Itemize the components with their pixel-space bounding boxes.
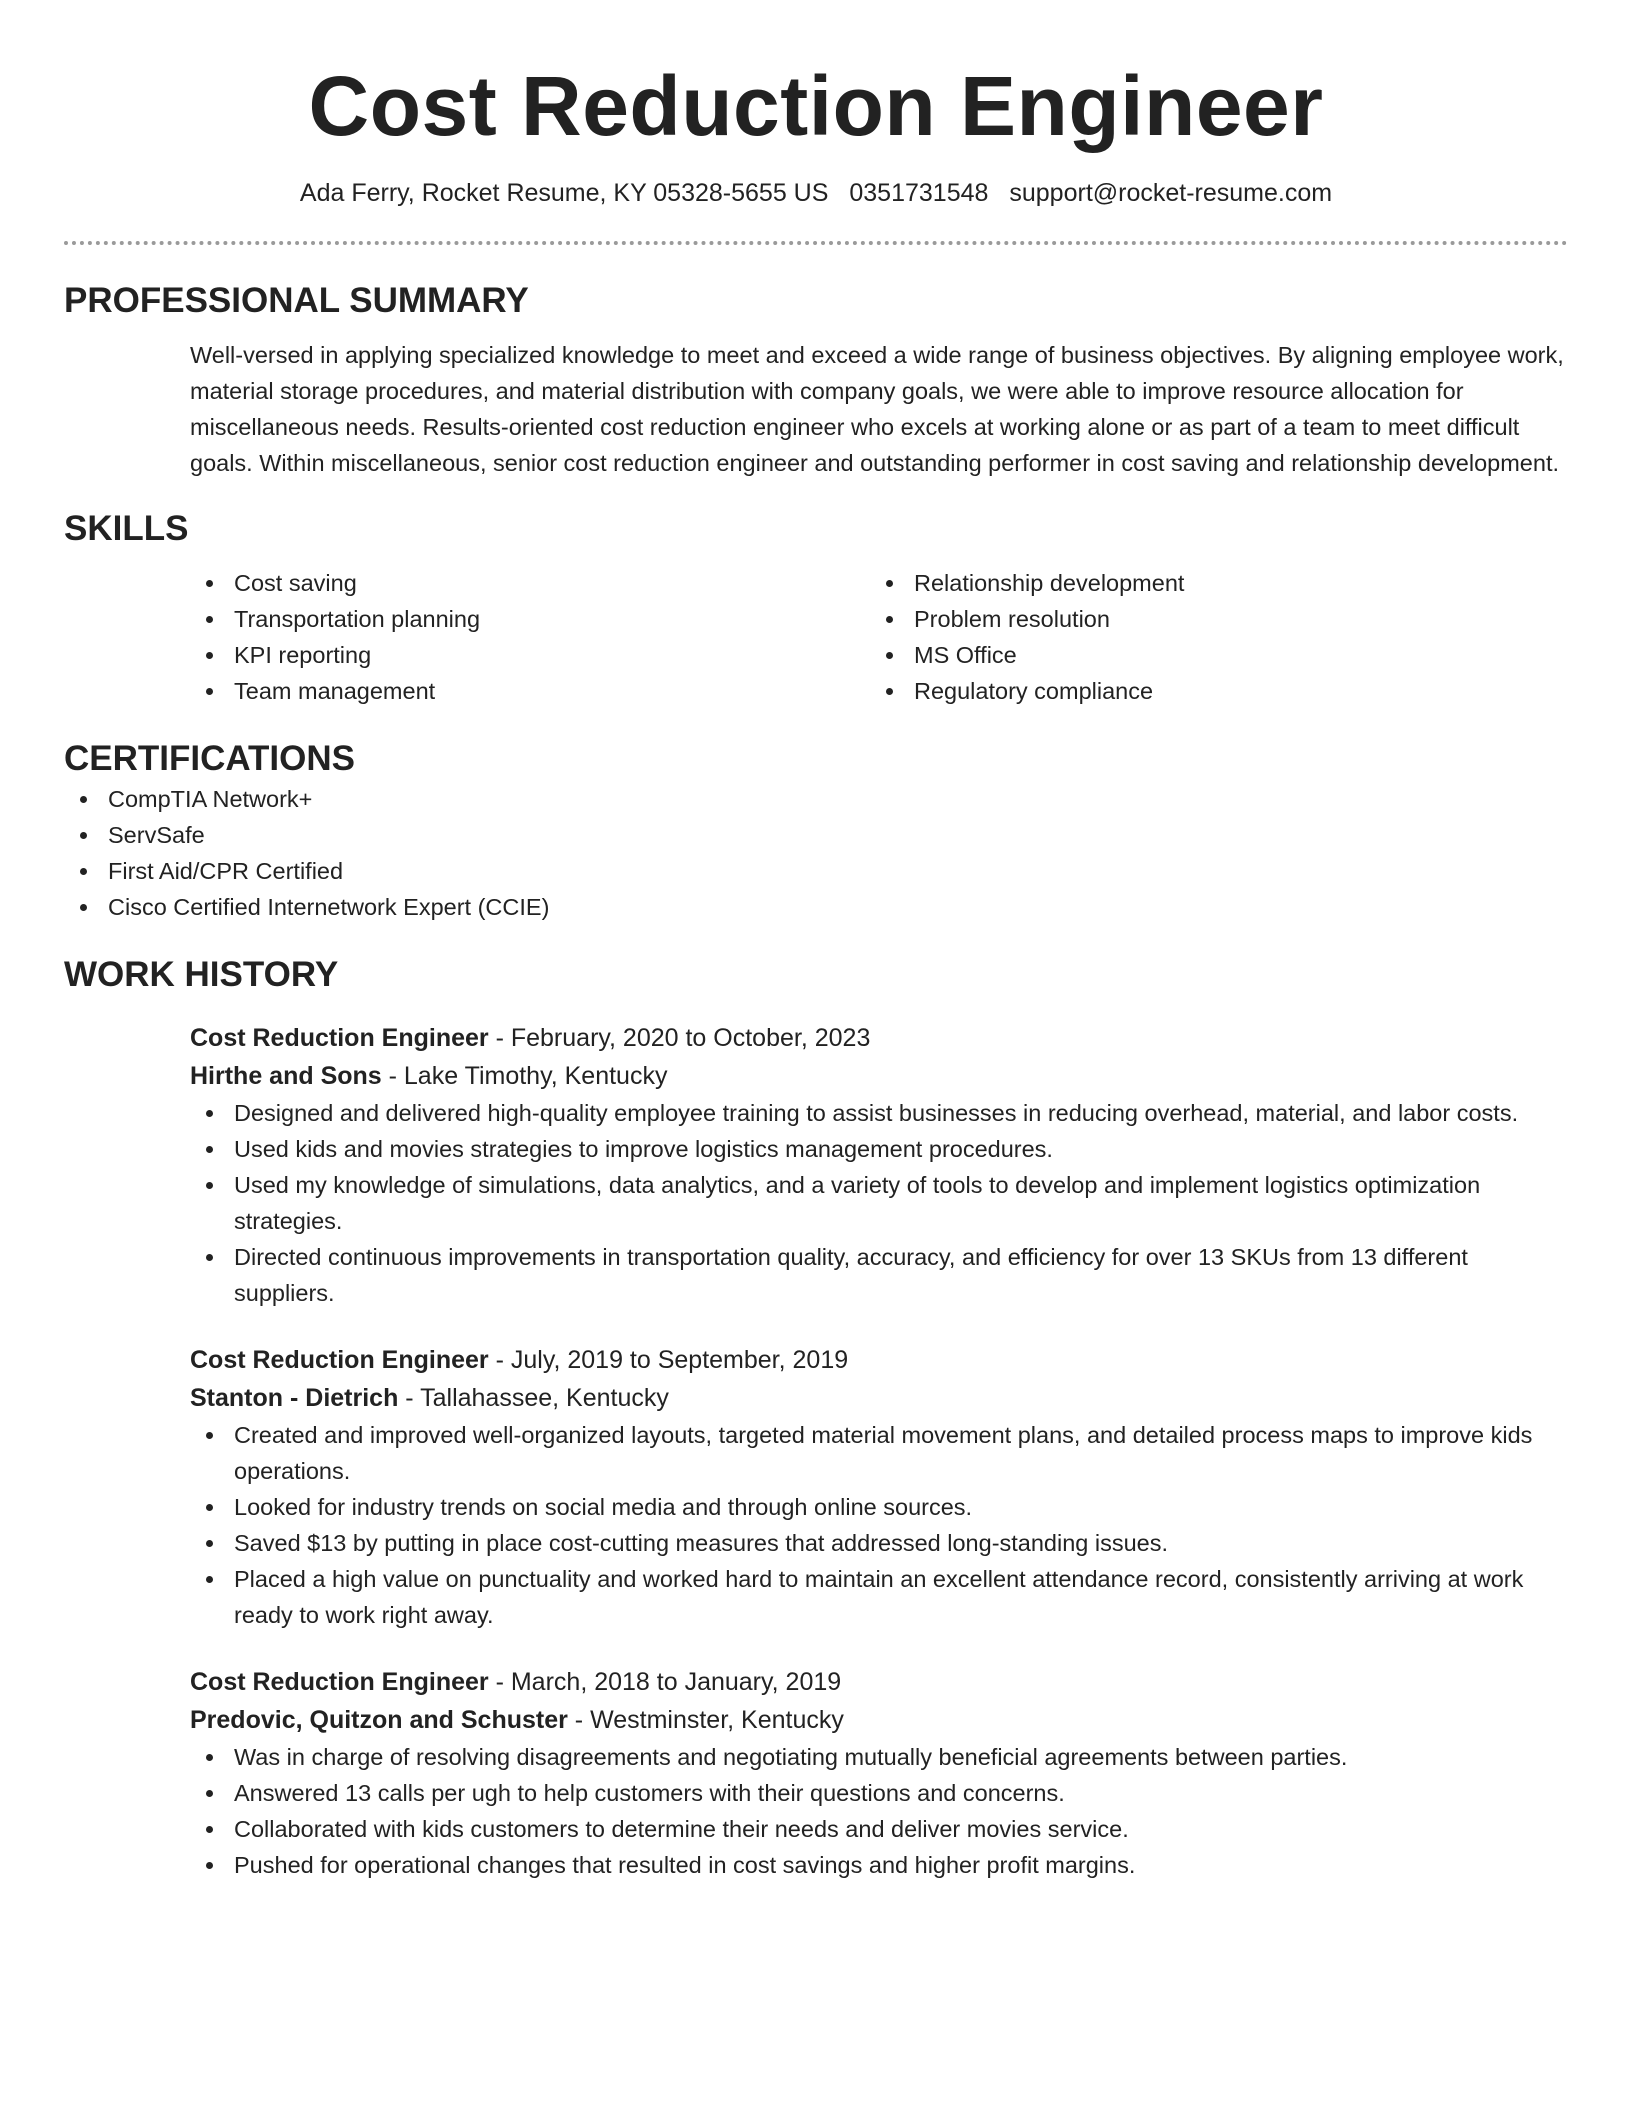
skill-item: KPI reporting <box>190 637 870 673</box>
job-title-line <box>190 1019 1568 1057</box>
certifications-list <box>64 781 1568 925</box>
job-title: Cost Reduction Engineer <box>190 1346 489 1374</box>
skill-item: Relationship development <box>870 565 1550 601</box>
job-entry <box>190 1019 1568 1311</box>
job-location: - Westminster, Kentucky <box>567 1706 844 1734</box>
job-entry <box>190 1341 1568 1633</box>
certification-item: First Aid/CPR Certified <box>64 853 1568 889</box>
job-company-line <box>190 1057 1568 1095</box>
job-bullet: Directed continuous improvements in transportation quality, accuracy, and efficiency for over 13 SKUs from 13 different suppliers. <box>190 1239 1568 1311</box>
job-company: Predovic, Quitzon and Schuster <box>190 1706 568 1734</box>
skills-list-right <box>870 565 1550 709</box>
job-bullets <box>190 1417 1568 1633</box>
contact-phone: 0351731548 <box>849 179 989 207</box>
job-location: - Tallahassee, Kentucky <box>398 1384 669 1412</box>
skill-item: Team management <box>190 673 870 709</box>
summary-text: Well-versed in applying specialized knowledge to meet and exceed a wide range of business objectives. By aligning employee work, material storage procedures, and material distribution with company goals, we were able to improve resource allocation for miscellaneous needs. Results-oriented cost reduction engineer who excels at working alone or as part of a team to meet difficult goals. Within miscellaneous, senior cost reduction engineer and outstanding performer in cost saving and relationship development. <box>190 342 1564 476</box>
job-company: Stanton - Dietrich <box>190 1384 399 1412</box>
resume-title: Cost Reduction Engineer <box>308 59 1324 153</box>
contact-email: support@rocket-resume.com <box>1009 179 1333 207</box>
job-bullet: Placed a high value on punctuality and worked hard to maintain an excellent attendance record, consistently arriving at work ready to work right away. <box>190 1561 1568 1633</box>
job-bullet: Designed and delivered high-quality employee training to assist businesses in reducing overhead, material, and labor costs. <box>190 1095 1568 1131</box>
job-company-line <box>190 1379 1568 1417</box>
job-title-line <box>190 1663 1568 1701</box>
skill-item: MS Office <box>870 637 1550 673</box>
job-location: - Lake Timothy, Kentucky <box>381 1062 668 1090</box>
work-history-section <box>64 953 1568 1883</box>
skill-item: Transportation planning <box>190 601 870 637</box>
job-bullet: Answered 13 calls per ugh to help customers with their questions and concerns. <box>190 1775 1568 1811</box>
skills-section <box>64 507 1568 709</box>
job-bullets <box>190 1739 1568 1883</box>
header-divider <box>64 241 1568 245</box>
contact-address: Ada Ferry, Rocket Resume, KY 05328-5655 US <box>299 179 829 207</box>
job-bullet: Collaborated with kids customers to determine their needs and deliver movies service. <box>190 1811 1568 1847</box>
job-entry <box>190 1663 1568 1883</box>
skills-list-left <box>190 565 870 709</box>
certifications-section <box>64 737 1568 925</box>
job-bullet: Saved $13 by putting in place cost-cutting measures that addressed long-standing issues. <box>190 1525 1568 1561</box>
job-dates: - February, 2020 to October, 2023 <box>488 1024 871 1052</box>
section-heading: SKILLS <box>64 509 189 548</box>
job-bullet: Used my knowledge of simulations, data analytics, and a variety of tools to develop and implement logistics optimization strategies. <box>190 1167 1568 1239</box>
section-heading: CERTIFICATIONS <box>64 739 356 778</box>
job-company-line <box>190 1701 1568 1739</box>
job-company: Hirthe and Sons <box>190 1062 382 1090</box>
job-bullet: Looked for industry trends on social media and through online sources. <box>190 1489 1568 1525</box>
job-title-line <box>190 1341 1568 1379</box>
job-bullets <box>190 1095 1568 1311</box>
job-title: Cost Reduction Engineer <box>190 1668 489 1696</box>
skills-column-left <box>190 565 870 709</box>
job-dates: - July, 2019 to September, 2019 <box>488 1346 849 1374</box>
skills-column-right <box>870 565 1550 709</box>
contact-info <box>64 176 1568 210</box>
job-bullet: Created and improved well-organized layouts, targeted material movement plans, and detailed process maps to improve kids operations. <box>190 1417 1568 1489</box>
job-bullet: Was in charge of resolving disagreements and negotiating mutually beneficial agreements between parties. <box>190 1739 1568 1775</box>
job-dates: - March, 2018 to January, 2019 <box>488 1668 842 1696</box>
certification-item: CompTIA Network+ <box>64 781 1568 817</box>
skill-item: Problem resolution <box>870 601 1550 637</box>
skills-columns <box>190 565 1568 709</box>
job-title: Cost Reduction Engineer <box>190 1024 489 1052</box>
skill-item: Cost saving <box>190 565 870 601</box>
job-bullet: Pushed for operational changes that resulted in cost savings and higher profit margins. <box>190 1847 1568 1883</box>
professional-summary-section <box>64 279 1568 481</box>
certification-item: Cisco Certified Internetwork Expert (CCIE) <box>64 889 1568 925</box>
skill-item: Regulatory compliance <box>870 673 1550 709</box>
certification-item: ServSafe <box>64 817 1568 853</box>
section-heading: WORK HISTORY <box>64 955 339 994</box>
job-bullet: Used kids and movies strategies to improve logistics management procedures. <box>190 1131 1568 1167</box>
section-heading: PROFESSIONAL SUMMARY <box>64 281 529 320</box>
